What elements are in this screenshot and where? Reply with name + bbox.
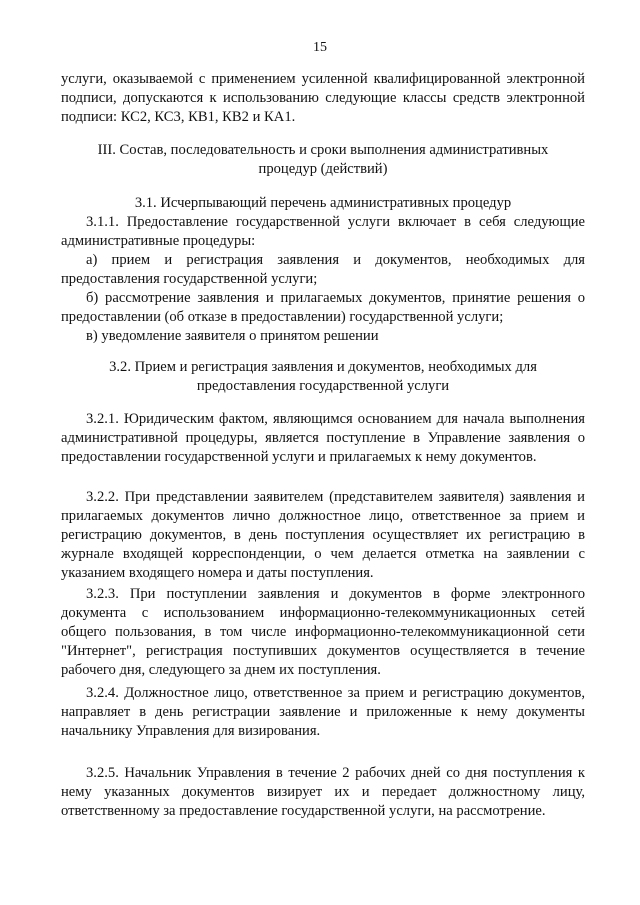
page-number: 15 bbox=[313, 40, 327, 55]
clause-3-2-3: 3.2.3. При поступлении заявления и документов в форме электронного документа с использованием информационно-телекоммуникационных сетей общего пользования, в том числе информационно-телекоммуникационной сети "Интернет", регистрация поступивших документов осуществляется в течение рабочего дня, следующего за днем их поступления. bbox=[61, 586, 585, 678]
subsection-3-1-heading: 3.1. Исчерпывающий перечень административных процедур bbox=[134, 195, 512, 211]
subsection-3-2-heading-line-2: предоставления государственной услуги bbox=[196, 378, 450, 394]
clause-3-2-5: 3.2.5. Начальник Управления в течение 2 рабочих дней со дня поступления к нему указанных документов визирует их и передает должностному лицу, ответственному за предоставление государственной услуги, на рассмотрение. bbox=[61, 765, 585, 819]
section-3-heading-line-2: процедур (действий) bbox=[258, 161, 388, 177]
subsection-3-2-heading-line-1: 3.2. Прием и регистрация заявления и документов, необходимых для bbox=[109, 359, 537, 375]
clause-3-1-1: 3.1.1. Предоставление государственной услуги включает в себя следующие административные процедуры: bbox=[61, 214, 585, 249]
clause-3-2-4: 3.2.4. Должностное лицо, ответственное за прием и регистрацию документов, направляет в день регистрации заявление и приложенные к нему документы начальнику Управления для визирования. bbox=[61, 685, 585, 739]
list-item-a: а) прием и регистрация заявления и документов, необходимых для предоставления государственной услуги; bbox=[61, 252, 585, 287]
list-item-v: в) уведомление заявителя о принятом решении bbox=[86, 328, 379, 344]
clause-3-2-2: 3.2.2. При представлении заявителем (представителем заявителя) заявления и прилагаемых документов лично должностное лицо, ответственное за прием и регистрацию документов, в день поступления осуществляет их регистрацию в журнале входящей корреспонденции, о чем делается отметка на заявлении с указанием входящего номера и даты поступления. bbox=[61, 489, 585, 581]
section-3-heading-line-1: III. Состав, последовательность и сроки выполнения административных bbox=[97, 142, 549, 158]
list-item-b: б) рассмотрение заявления и прилагаемых документов, принятие решения о предоставлении (об отказе в предоставлении) государственной услуги; bbox=[61, 290, 585, 325]
clause-3-2-1: 3.2.1. Юридическим фактом, являющимся основанием для начала выполнения административной процедуры, является поступление в Управление заявления о предоставлении государственной услуги и прилагаемых к нему документов. bbox=[61, 411, 585, 465]
intro-paragraph: услуги, оказываемой с применением усиленной квалифицированной электронной подписи, допускаются к использованию следующие классы средств электронной подписи: КС2, КС3, КВ1, КВ2 и КА1. bbox=[61, 71, 585, 125]
